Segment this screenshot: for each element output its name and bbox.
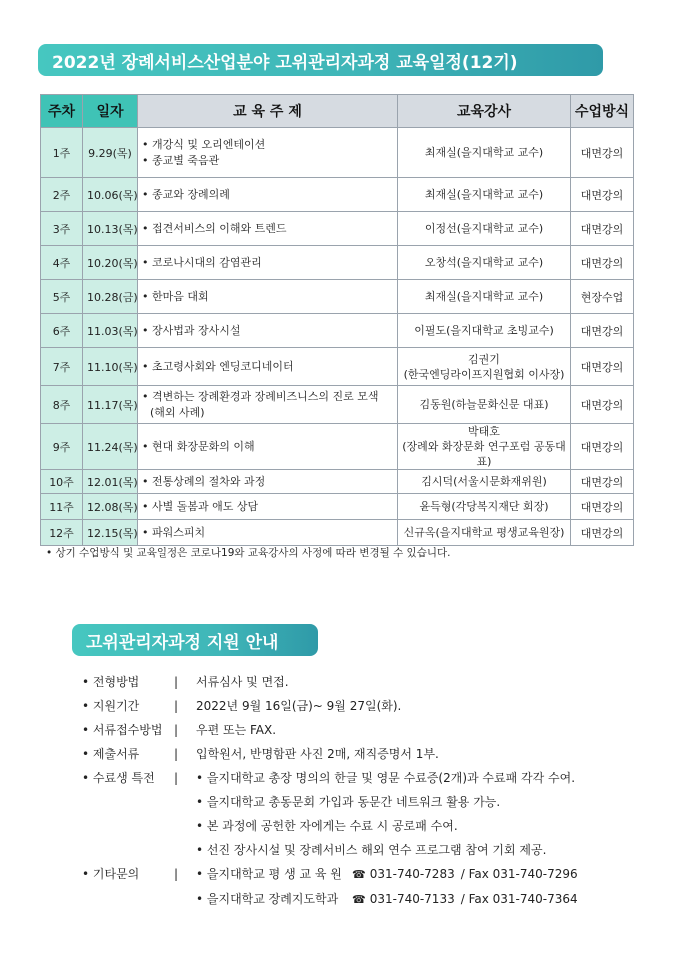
instructor-text: 최재실(을지대학교 교수) (424, 188, 544, 201)
cell-date: 10.28(금) (83, 280, 138, 314)
cell-instructor (398, 246, 571, 280)
cell-method: 대면강의 (571, 348, 634, 386)
guide-item-label: • 전형방법 (82, 675, 140, 689)
cell-date: 12.15(목) (83, 520, 138, 546)
phone-icon: ☎ (352, 868, 366, 881)
instructor-text: 김권기 (468, 352, 500, 366)
cell-topic (138, 280, 398, 314)
guide-value-line: 2022년 9월 16일(금)~ 9월 27일(화). (196, 699, 402, 713)
contact-org: • 을지대학교 장례지도학과 (196, 892, 339, 906)
instructor-text: 윤득형(각당복지재단 회장) (419, 500, 549, 513)
guide-separator: | (174, 675, 179, 689)
cell-method: 대면강의 (571, 520, 634, 546)
cell-date: 10.06(목) (83, 178, 138, 212)
contact-fax: / Fax 031-740-7296 (460, 867, 578, 881)
table-row (41, 386, 634, 424)
cell-date: 11.03(목) (83, 314, 138, 348)
cell-method: 대면강의 (571, 494, 634, 520)
contact-line (196, 887, 578, 912)
cell-week: 3주 (41, 212, 83, 246)
cell-date: 10.13(목) (83, 212, 138, 246)
contact-line (196, 862, 578, 887)
guide-item (82, 694, 578, 718)
guide-title: 고위관리자과정 지원 안내 (72, 624, 318, 656)
guide-separator: | (174, 699, 179, 713)
cell-instructor (398, 280, 571, 314)
topic-text: • 종교별 죽음관 (142, 153, 220, 167)
instructor-text: 이필도(을지대학교 초빙교수) (414, 324, 554, 337)
instructor-text: (장례와 화장문화 연구포럼 공동대표) (402, 440, 566, 468)
cell-week: 9주 (41, 424, 83, 470)
table-row (41, 280, 634, 314)
cell-topic (138, 520, 398, 546)
cell-week: 12주 (41, 520, 83, 546)
cell-instructor (398, 424, 571, 470)
cell-instructor (398, 386, 571, 424)
guide-item-value (196, 742, 578, 766)
contact-label: • 기타문의 (82, 867, 140, 881)
cell-date: 9.29(목) (83, 128, 138, 178)
cell-topic (138, 212, 398, 246)
guide-item (82, 718, 578, 742)
guide-separator: | (174, 771, 179, 785)
header-instructor: 교육강사 (398, 95, 571, 128)
table-row (41, 494, 634, 520)
topic-text: • 한마음 대회 (142, 289, 209, 303)
phone-icon: ☎ (352, 893, 366, 906)
cell-week: 7주 (41, 348, 83, 386)
cell-topic (138, 424, 398, 470)
cell-week: 1주 (41, 128, 83, 178)
guide-item-value (196, 766, 578, 862)
cell-topic (138, 178, 398, 212)
guide-item (82, 742, 578, 766)
instructor-text: 박태호 (468, 425, 500, 438)
page-title: 2022년 장례서비스산업분야 고위관리자과정 교육일정(12기) (38, 44, 603, 76)
cell-method: 대면강의 (571, 246, 634, 280)
cell-instructor (398, 314, 571, 348)
cell-week: 11주 (41, 494, 83, 520)
cell-week: 10주 (41, 470, 83, 494)
guide-separator: | (174, 747, 179, 761)
instructor-text: 이정선(을지대학교 교수) (424, 222, 544, 235)
header-topic: 교 육 주 제 (138, 95, 398, 128)
topic-text: • 종교와 장례의례 (142, 187, 230, 201)
guide-item-value (196, 670, 578, 694)
guide-separator: | (174, 723, 179, 737)
cell-instructor (398, 212, 571, 246)
cell-method: 대면강의 (571, 212, 634, 246)
header-method: 수업방식 (571, 95, 634, 128)
guide-value-line: • 본 과정에 공헌한 자에게는 수료 시 공로패 수여. (196, 819, 458, 833)
topic-text: • 전통상례의 절차와 과정 (142, 474, 266, 488)
header-week: 주차 (41, 95, 83, 128)
guide-item-value (196, 694, 578, 718)
cell-method: 대면강의 (571, 314, 634, 348)
cell-topic (138, 494, 398, 520)
table-row (41, 212, 634, 246)
cell-method: 대면강의 (571, 424, 634, 470)
table-row (41, 246, 634, 280)
topic-text: • 파워스피치 (142, 525, 206, 539)
topic-text: (해외 사례) (150, 405, 205, 419)
topic-text: • 사별 돌봄과 애도 상담 (142, 499, 259, 513)
header-date: 일자 (83, 95, 138, 128)
instructor-text: 최재실(을지대학교 교수) (424, 290, 544, 303)
cell-method: 현장수업 (571, 280, 634, 314)
instructor-text: 김시덕(서울시문화재위원) (421, 475, 547, 488)
table-row (41, 128, 634, 178)
cell-week: 4주 (41, 246, 83, 280)
table-row (41, 470, 634, 494)
cell-method: 대면강의 (571, 386, 634, 424)
contact-org: • 을지대학교 평 생 교 육 원 (196, 867, 342, 881)
cell-instructor (398, 470, 571, 494)
topic-text: • 격변하는 장례환경과 장례비즈니스의 진로 모색 (142, 389, 379, 403)
instructor-text: 신규옥(을지대학교 평생교육원장) (403, 526, 565, 539)
guide-list (82, 670, 578, 912)
cell-instructor (398, 520, 571, 546)
contact-tel: 031-740-7283 (369, 867, 455, 881)
contact-fax: / Fax 031-740-7364 (460, 892, 578, 906)
topic-text: • 현대 화장문화의 이해 (142, 439, 255, 453)
topic-text: • 초고령사회와 엔딩코디네이터 (142, 359, 294, 373)
instructor-text: (한국엔딩라이프지원협회 이사장) (403, 367, 565, 381)
cell-week: 6주 (41, 314, 83, 348)
table-header-row (41, 95, 634, 128)
cell-date: 12.01(목) (83, 470, 138, 494)
cell-topic (138, 470, 398, 494)
topic-text: • 접견서비스의 이해와 트렌드 (142, 221, 287, 235)
guide-value-line: 우편 또는 FAX. (196, 723, 277, 737)
cell-method: 대면강의 (571, 128, 634, 178)
guide-value-line: • 선진 장사시설 및 장례서비스 해외 연수 프로그램 참여 기회 제공. (196, 843, 547, 857)
cell-method: 대면강의 (571, 470, 634, 494)
cell-topic (138, 246, 398, 280)
cell-instructor (398, 348, 571, 386)
cell-date: 12.08(목) (83, 494, 138, 520)
guide-separator: | (174, 867, 179, 881)
cell-week: 2주 (41, 178, 83, 212)
guide-item-label: • 지원기간 (82, 699, 140, 713)
table-row (41, 520, 634, 546)
cell-date: 11.24(목) (83, 424, 138, 470)
instructor-text: 최재실(을지대학교 교수) (424, 146, 544, 159)
cell-method: 대면강의 (571, 178, 634, 212)
topic-text: • 개강식 및 오리엔테이션 (142, 137, 266, 151)
topic-text: • 코로나시대의 감염관리 (142, 255, 262, 269)
cell-topic (138, 314, 398, 348)
schedule-table (40, 94, 634, 546)
cell-instructor (398, 494, 571, 520)
contact-lines (196, 862, 578, 912)
guide-item (82, 670, 578, 694)
cell-date: 10.20(목) (83, 246, 138, 280)
guide-value-line: 서류심사 및 면접. (196, 675, 289, 689)
guide-item (82, 766, 578, 862)
table-row (41, 424, 634, 470)
cell-date: 11.17(목) (83, 386, 138, 424)
contact-tel: 031-740-7133 (369, 892, 455, 906)
cell-topic (138, 128, 398, 178)
guide-value-line: • 을지대학교 총장 명의의 한글 및 영문 수료증(2개)과 수료패 각각 수여. (196, 771, 576, 785)
cell-instructor (398, 128, 571, 178)
topic-text: • 장사법과 장사시설 (142, 323, 241, 337)
cell-date: 11.10(목) (83, 348, 138, 386)
guide-value-line: 입학원서, 반명함판 사진 2매, 재직증명서 1부. (196, 747, 439, 761)
guide-item-value (196, 718, 578, 742)
guide-item-label: • 서류접수방법 (82, 723, 163, 737)
instructor-text: 김동원(하늘문화신문 대표) (419, 398, 549, 411)
guide-value-line: • 을지대학교 총동문회 가입과 동문간 네트워크 활용 가능. (196, 795, 501, 809)
cell-week: 5주 (41, 280, 83, 314)
cell-topic (138, 348, 398, 386)
cell-week: 8주 (41, 386, 83, 424)
guide-item-label: • 수료생 특전 (82, 771, 155, 785)
cell-topic (138, 386, 398, 424)
table-row (41, 314, 634, 348)
table-row (41, 348, 634, 386)
table-row (41, 178, 634, 212)
guide-item-label: • 제출서류 (82, 747, 140, 761)
cell-instructor (398, 178, 571, 212)
guide-contact (82, 862, 578, 912)
schedule-note: • 상기 수업방식 및 교육일정은 코로나19와 교육강사의 사정에 따라 변경될 수 있습니다. (46, 547, 451, 559)
instructor-text: 오창석(을지대학교 교수) (424, 256, 544, 269)
